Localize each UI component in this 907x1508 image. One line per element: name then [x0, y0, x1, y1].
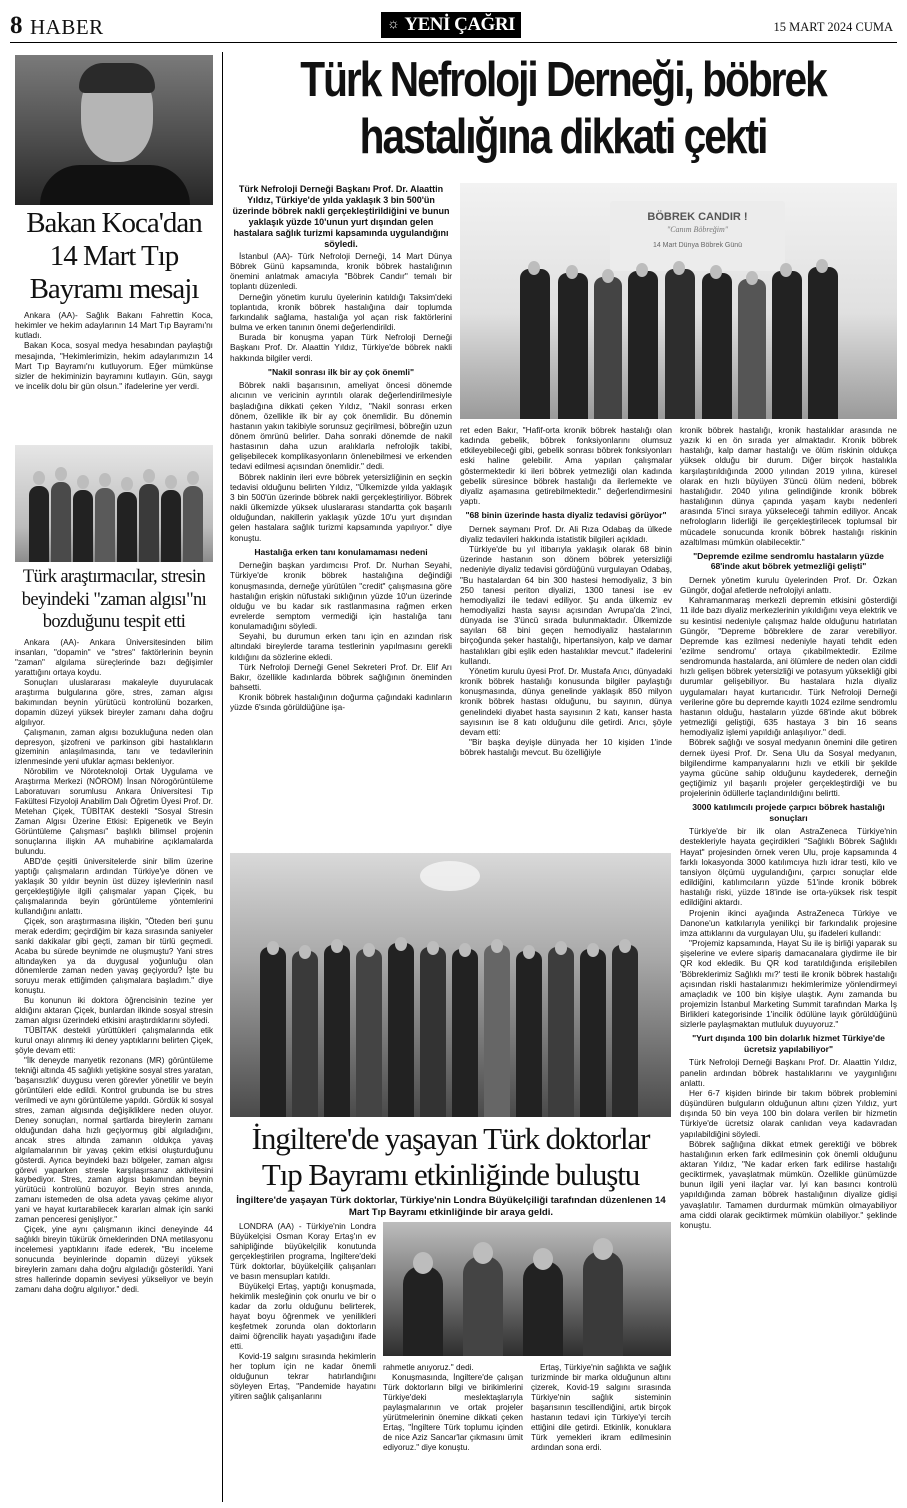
paragraph: Projenin ikinci ayağında AstraZeneca Türkiye ve Danone'un katkılarıyla yenilikçi bir farkındalık projesine imza attıklarını da vurgulayan Ulu, şu ifadeleri kullandı: [680, 907, 897, 938]
paragraph: LONDRA (AA) - Türkiye'nin Londra Büyükelçisi Osman Koray Ertaş'ın ev sahipliğinde büyükelçilik konutunda gerçekleştirilen programa, İngiltere'deki Türk doktorlar, büyükelçilik çalışanları ve basın mensupları katıldı. [230, 1222, 376, 1281]
main-article-col3 [680, 425, 897, 1505]
paragraph: Böbrek naklinin ileri evre böbrek yetersizliğinin en seçkin tedavisi olduğunu belirten Yıldız, "Ülkemizde yılda yaklaşık 3 bin 500'ün üzerinde böbrek nakli gerçekleştiriliyor. Böbrek nakli ülkemizde yüksek uluslararası standartta çok başarılı olduğundan, nakillerin yaklaşık yüzde 10'u yurt dışından gelen hastalara sağlık turizmi kapsamında yapılıyor." diye konuştu. [230, 471, 452, 543]
main-article-col1 [230, 251, 452, 839]
subheading: "Depremde ezilme sendromlu hastaların yüzde 68'inde akut böbrek yetmezliği gelişti" [693, 550, 884, 572]
paragraph: Böbrek sağlığı ve sosyal medyanın önemini dile getiren dernek üyesi Prof. Dr. Sena Ulu da Sosyal medyanın, bilgilendirme kampanyalarını hızlı ve etkili bir şekilde yayma gücüne sahip olduğunu kaydederek, derneğin geçtiğimiz yıl başarılı projeler gerçekleştirdiği ve bu projelerinin ödüllerle taçlandırıldığını belirtti. [680, 737, 897, 799]
paragraph: Derneğin başkan yardımcısı Prof. Dr. Nurhan Seyahi, Türkiye'de kronik böbrek hastalığına değindiği konuşmasında, derneğe yürütülen "credit" çalışmasına göre hastalığın erişkin nüfustaki sıklığının yüzde 10'un üzerinde olduğu ve bu kadar sık rastlanmasına rağmen erken evrelerde semptom vermediği için hastalığa tanı konulamadığını söyledi. [230, 560, 452, 632]
paragraph: ret eden Bakır, "Hafif-orta kronik böbrek hastalığı olan kadında gebelik, böbrek fonksiyonlarını olumsuz etkileyebileceği gibi, gebelik sonrası böbrek fonksiyonları eski haline gelebilir. Ama yapılan çalışmalar göstermektedir ki ileri böbrek yetmezliği olan kadında gebelik süresince böbrek hastalığı da ilerlemekte ve diyaliz aşamasına getirebilmektedir." değerlendirmesini yaptı. [460, 425, 672, 507]
paragraph: Dernek yönetim kurulu üyelerinden Prof. Dr. Özkan Güngör, doğal afetlerde nefrolojiyi anlattı. [680, 574, 897, 596]
subheading: 3000 katılımcılı projede çarpıcı böbrek hastalığı sonuçları [692, 802, 885, 823]
portrait-suit [40, 165, 190, 205]
paragraph: rahmetle anıyoruz." dedi. [383, 1363, 474, 1372]
issue-date: 15 MART 2024 CUMA [773, 20, 893, 34]
subheading: "Yurt dışında 100 bin dolarlık hizmet Türkiye'de ücretsiz yapılabiliyor" [692, 1033, 885, 1054]
london-lead: İngiltere'de yaşayan Türk doktorlar, Türkiye'nin Londra Büyükelçiliği tarafından düzenlenen 14 Mart Tıp Bayramı etkinliğinde bir araya geldi. [236, 1195, 666, 1218]
subheading: "68 binin üzerinde hasta diyaliz tedavisi görüyor" [465, 510, 667, 521]
paragraph: Böbrek nakli başarısının, ameliyat öncesi dönemde alıcının ve vericinin ayrıntılı olarak değerlendirilmesiyle başladığına dikkati çeken Yıldız, "Nakil sonrası erken dönem, özellikle ilk bir ay çok önemlidir. Bu dönemin hastanın yakın takibiyle sorunsuz geçirilmesi, böbreğin uzun dönem ömrünü belirler. Daha sonraki dönemde de nakil hastasının daha uzun aralıklarla nefrolojik takibi, gelişebilecek komplikasyonların önlenebilmesi ve erkenden tedavi edilmesi açısından önemlidir." dedi. [230, 380, 452, 472]
london-article-col3 [531, 1363, 671, 1503]
paragraph: Burada bir konuşma yapan Türk Nefroloji Derneği Başkanı Prof. Dr. Alaattin Yıldız, Türkiye'de böbrek nakli hakkında bilgiler verdi. [230, 332, 452, 363]
paragraph: Büyükelçi Ertaş, yaptığı konuşmada, hekimlik mesleğinin çok onurlu ve bir o kadar da zorlu olduğunu belirterek, hayat boyu öğrenmek ve yenilikleri keşfetmek zorunda olan doktorların daimi öğrencilik hayatı yaşadığını ifade etti. [230, 1282, 376, 1351]
paragraph: "Bir başka deyişle dünyada her 10 kişiden 1'inde böbrek hastalığı mevcut. Bu özelliğiyle [460, 737, 672, 758]
paragraph: İstanbul (AA)- Türk Nefroloji Derneği, 14 Mart Dünya Böbrek Günü kapsamında, kronik böbrek hastalığının önemini anlatmak amacıyla "Böbrek Candır" temalı bir toplantı düzenledi. [230, 251, 452, 292]
paragraph: Konuşmasında, İngiltere'de çalışan Türk doktorların bilgi ve birikimlerini Türkiye'deki meslektaşlarıyla paylaşmalarının ve ortak projeler yürütmelerinin önemine dikkati çeken Ertaş, "İngiltere Türk toplumu içinden de nice Aziz Sancar'lar çıkmasını ümit ediyoruz." diye konuştu. [383, 1373, 523, 1452]
logo-emblem-icon: ☼ [387, 15, 400, 31]
nephrology-group-photo [460, 183, 897, 419]
chandelier [420, 861, 480, 891]
main-article-col2 [460, 425, 672, 841]
paragraph: kronik böbrek hastalığı, kronik hastalıklar arasında ne yazık ki en ön sırada yer almaktadır. Kronik böbrek hastalığı, kalp damar hastalığı ve ölüm riskinin oldukça yüksek olduğu bir durum. Diğer birçok hastalıkla karşılaştırıldığında 2000 yılından 2019 yılına, küresel olarak en hızlı büyüyen 3'üncü ölüm nedeni, böbrek hastalığıdır. 2040 yılına gelindiğinde kronik böbrek hastalığının dünya çapında yaşam kaybı nedenleri arasında 5'inci sıraya yükseleceği tahmin ediliyor. Ancak nefrologların liderliği ile gerçekleştirilecek toplumsal bir mücadele sonucunda kronik böbrek hastalığı riskinin azaltılması mümkün olabilecektir." [680, 425, 897, 547]
subheading: Hastalığa erken tanı konulamaması nedeni [254, 546, 428, 557]
paragraph: Seyahi, bu durumun erken tanı için en azından risk altındaki bireylerde tarama testlerinin yapılmasını gerekli kıldığını da sözlerine ekledi. [230, 631, 452, 662]
paragraph: Yönetim kurulu üyesi Prof. Dr. Mustafa Arıcı, dünyadaki kronik böbrek hastalığı konusunda bilgiler paylaştığı konuşmasında, dünya genelinde yaklaşık 850 milyon kronik böbrek hastası olduğunu, bu sayının, dünya genelindeki diyabet hasta sayısının 2 katı, kanser hasta sayısının ise 8 katı olduğunu dile getirdi. Arıcı, şöyle devam etti: [460, 665, 672, 737]
researchers-photo [15, 445, 213, 562]
paragraph: Türk Nefroloji Derneği Genel Sekreteri Prof. Dr. Elif Arı Bakır, özellikle kadınlarda böbrek sağlığının öneminden bahsetti. [230, 661, 452, 693]
paragraph: Kronik böbrek hastalığının doğurma çağındaki kadınların yüzde 6'sında görüldüğüne işa- [230, 692, 452, 713]
koca-headline: Bakan Koca'dan 14 Mart Tıp Bayramı mesajı [26, 207, 202, 305]
page-header [0, 0, 907, 44]
main-lead: Türk Nefroloji Derneği Başkanı Prof. Dr. Alaattin Yıldız, Türkiye'de yılda yaklaşık 3 bin 500'ün üzerinde böbrek nakli gerçekleştirildiğini ve bunun yaklaşık yüzde 10'unun yurt dışından gelen hastalara sağlık turizmi kapsamında uygulandığını söyledi. [232, 184, 450, 249]
section-label: HABER [30, 15, 104, 39]
paragraph: Kahramanmaraş merkezli depremin etkisini gösterdiği 11 ilde bazı diyaliz merkezlerinin yıkıldığını veya elektrik ve su kesintisi nedeniyle çalışmaz halde olduğunu hatırlatan Güngör, "Depreme böbreklere de zarar verebiliyor. Depremde kas ezilmesi nedeniyle hayati tehdit eden 'ezilme sendromu' ortaya çıkabilmektedir. Ezilme sendromunda hastalarda, ani ölümlere de neden olan ciddi hızlı gelişen böbrek yetersizliği ve potasyum yüksekliği gibi durumlar gelişebiliyor. Bu hastalara hızla diyaliz uygulamaları hayat kurtarıcıdır. Türk Nefroloji Derneği verilerine göre bu depremde kayıtlı 1024 ezilme sendromlu hastanın olduğu, hastaların yüzde 68'inde akut böbrek yetmezliği geliştiği, 635 hastaya 3 bin 16 seans hemodiyaliz işlemi yapıldığı anlaşılıyor." dedi. [680, 595, 897, 738]
paragraph: Her 6-7 kişiden birinde bir takım böbrek problemini düşündüren bulguların olduğunun altını çizen Yıldız, yurt dışında 50 bin veya 100 bin dolara verilen bir hizmetin Türkiye'de ücretsiz olarak canlıdan veya kadavradan yapılabildiğini söyledi. [680, 1087, 897, 1139]
paragraph: Türkiye'de bir ilk olan AstraZeneca Türkiye'nin destekleriyle hayata geçirdikleri "Sağlıklı Böbrek Sağlıklı Hayat" projesinden örnek veren Ulu, proje kapsamında 4 farklı lokasyonda 3000 katılımcıya hızlı idrar testi, kilo ve tansiyon ölçümü uygulandığını, çarpıcı sonuçlar elde edildiğini, katılımcıların yüzde 51'inde kronik böbrek hastalığı riski, yüzde 18'inde ise orta-yüksek risk tespit edildiğini aktardı. [680, 826, 897, 908]
paragraph: Derneğin yönetim kurulu üyelerinin katıldığı Taksim'deki toplantıda, kronik böbrek hastalığına dair toplumda farkındalık sağlama, hastalığa yol açan risk faktörlerini bulma ve erken tanının önemi değerlendirildi. [230, 291, 452, 333]
subheading: "Nakil sonrası ilk bir ay çok önemli" [267, 366, 415, 377]
paragraph: Kovid-19 salgını sırasında hekimlerin her toplum için ne kadar önemli olduğunun tekrar hatırlandığını söyleyen Ertaş, "Pandemide hayatını yitiren sağlık çalışanlarını [230, 1352, 376, 1401]
paragraph: "Projemiz kapsamında, Hayat Su ile iş birliği yaparak su şişelerine ve evlere sipariş damacanalara giydirme ile bir QR kod ekledik. Bu QR kod taratıldığında erişilebilen 'Böbreklerimiz Sağlıklı mı?' testi ile kronik böbrek hastalığı açısından riskli hastalarımızı hekimlerimize yönlendirmeyi amaçladık ve 100 bin kişiye ulaştık. Aynı zamanda bu projemizin İstanbul Marketing Summit tarafından Marka İş Birlikleri kategorisinde 1'incilik ödülüne layık görüldüğünü sizlerle paylaşmaktan mutluluk duyuyoruz." [680, 938, 897, 1030]
london-article-col2 [383, 1363, 523, 1503]
event-banner: BÖBREK CANDIR ! "Canım Böbreğim" 14 Mart Dünya Böbrek Günü [610, 201, 785, 271]
minister-portrait [15, 55, 213, 205]
main-headline: Türk Nefroloji Derneği, böbrek hastalığına dikkati çekti [300, 53, 826, 164]
london-headline: İngiltere'de yaşayan Türk doktorlar Tıp Bayramı etkinliğinde buluştu [251, 1121, 650, 1192]
page-number: 8 [10, 12, 23, 39]
column-divider [222, 52, 223, 1502]
newspaper-logo: ☼ YENİ ÇAĞRI [381, 12, 521, 38]
paragraph: Türk Nefroloji Derneği Başkanı Prof. Dr. Alaattin Yıldız, panelin ardından böbrek hastalıklarını ve yaygınlığını anlattı. [680, 1057, 897, 1088]
paragraph: Türkiye'de bu yıl itibarıyla yaklaşık olarak 68 binin üzerinde hastanın son dönem böbrek yetersizliği nedeniyle diyaliz tedavisi gördüğünü vurgulayan Odabaş, "Bu hastalardan 64 bin 300 hastesi hemodiyaliz, 3 bin 250 tanesi periton diyalizi, 1300 tanesi ise ev hemodiyalizi ile tedavi ediliyor. Şu anda ülkemiz ev hemodiyalizi hasta sayısı açısından Avrupa'da 2'inci, dünyada ise 3'üncü sırada bulunmaktadır. Ülkemizde sayıları 68 bini geçen hemodiyaliz hastalarının birçoğunda şeker hastalığı, hipertansiyon, kalp ve damar hastalıkları gibi eşlik eden hastalıklar mevcut." ifadelerini kullandı. [460, 544, 672, 666]
portrait-hair [79, 63, 155, 93]
koca-article: Ankara (AA)- Sağlık Bakanı Fahrettin Koca, hekimler ve hekim adaylarının 14 Mart Tıp Bayramı'nı kutladı. Bakan Koca, sosyal medya hesabından paylaştığı mesajında, "Hekimlerimizin, hekim adaylarımızın 14 Mart Tıp Bayramı'nı kutluyorum. Eğer mümkünse sizler de hekiminizin bayramını kutlayın. Gün, saygı ve incelik dolu bir gün olsun." ifadelerine yer verdi. [15, 310, 213, 392]
paragraph: Ertaş, Türkiye'nin sağlıkta ve sağlık turizminde bir marka olduğunun altını çizerek, Kovid-19 salgını sırasında Türkiye'nin sağlık sisteminin başarısının tescillendiğini, artık birçok hastanın tedavi için Türkiye'yi tercih ettiğini dile getirdi. Etkinlik, konuklara Türk yemekleri ikram edilmesinin ardından sona erdi. [531, 1363, 671, 1452]
stress-article: Ankara (AA)- Ankara Üniversitesinden bilim insanları, "dopamin" ve "stres" faktörlerinin beynin "zaman" algılama süreçlerinde bazı değişimler yarattığını ortaya koydu. Sonuçları uluslararası makaleyle duyurulacak araştırma bulgularına göre, stres, zaman algısı bakımından beynin yürütücü kontrolünü bozarken, dopamin düzeyi yüksek bireyler zamanı daha doğru algılıyor. Çalışmanın, zaman algısı bozukluğuna neden olan depresyon, şizofreni ve parkinson gibi hastalıkların gizeminin anlaşılmasında, tanı ve tedavilerinin izlenmesinde yeni ufuklar açması bekleniyor. Nörobilim ve Nöroteknoloji Ortak Uygulama ve Araştırma Merkezi (NÖROM) İnsan Nörogörüntüleme Laboratuvarı sorumlusu Ankara Üniversitesi Tıp Fakültesi Fizyoloji Anabilim Dalı Öğretim Üyesi Prof. Dr. Metehan Çiçek, TÜBİTAK destekli "Sosyal Stresin Zaman Algısı Üzerine Etkisi: Epigenetik ve Beyin Görüntüleme Çalışması" başlıklı bilimsel projenin sonuçlarına ilişkin AA muhabirine açıklamalarda bulundu. ABD'de çeşitli üniversitelerde sinir bilim üzerine yaptığı çalışmaların ardından Türkiye'ye dönen ve yaklaşık 30 yıldır beynin üst düzey işlevlerinin nasıl gerçekleştiğiyle ilgili çalışmalar yapan Çiçek, bu çalışmalarında beyin görüntüleme yöntemlerini kullandığını anlattı. Çiçek, son araştırmasına ilişkin, "Öteden beri şunu merak ederdim; geçirdiğim bir kaza sırasında saniyeler sanki dakikalar gibi geçti, zaman bir türlü geçmedi. Acaba bu sürede beynimde ne oluşmuştu? Yani stres altındayken ya da duygusal yoğunluğu olan dönemlerde zaman neden yavaş geçiyordu? İşte bu soruyu merak ettiğimden çalışmalara başladım." diye konuştu. Bu konunun iki doktora öğrencisinin tezine yer aldığını aktaran Çiçek, bunlardan ilkinde sosyal stresin zaman algısı üzerindeki etkisini araştırdıklarını söyledi. TÜBİTAK destekli yürüttükleri çalışmalarında etik kurul onayı alınmış iki deney yaptıklarını belirten Çiçek, şöyle devam etti: "İlk deneyde manyetik rezonans (MR) görüntüleme tekniği altında 45 sağlıklı yetişkine sosyal stres yaratan, 'başarısızlık' duygusu veren görevler yönetilir ve beyin görüntüleri elde edildi. Kontrol grubunda ise bu stres verilmedi ve aynı görüntüleme yapıldı. Gördük ki sosyal stres, zaman algısında değişikliklere neden oluyor. Deney sonuçları, normal şartlarda bireylerin zamanı olduğundan daha hızlı geçiyormuş gibi algıladığını, ancak stres altında zamanın oldukça yavaş algılamalarının bir yavaş çekim etkisi oluşturduğunu gösterdi. Ayrıca beyindeki bazı bölgeler, zaman algısı görevi yaparken stresle karşılaşırsanız aktivitesini kaybediyor. Stres, zaman algısı bakımından beynin yürütücü kontrolünü bozuyor. Beyin stres anında, zamanı istemeden de olsa adeta yavaş çekime alıyor yani ve hayat kurtarabilecek kararları almak için sanki zaman penceresi genişliyor." Çiçek, yine aynı çalışmanın ikinci deneyinde 44 sağlıklı bireyin tükürük örneklerinden DNA metilasyonu incelemesi yaptıklarını ifade ederek, "Bu inceleme sonucunda beyinlerinde dopamin düzeyi yüksek bireylerin zamanı daha doğru algıladığı gösterildi. Yani stres hallerinde dopamin seviyesi yükseliyor ve beyin zamanı daha doğru algılıyor." dedi. [15, 638, 213, 1294]
london-article-col1 [230, 1222, 376, 1506]
paragraph: Dernek saymanı Prof. Dr. Ali Rıza Odabaş da ülkede diyaliz tedavileri hakkında istatistik bilgileri açıkladı. [460, 523, 672, 544]
header-rule [10, 42, 897, 43]
stress-headline: Türk araştırmacılar, stresin beyindeki "zaman algısı"nı bozduğunu tespit etti [21, 567, 207, 632]
london-guests-photo [383, 1222, 671, 1356]
paragraph: Böbrek sağlığına dikkat etmek gerektiği ve böbrek hastalığının erken fark edilmesinin çok önemli olduğunu aktaran Yıldız, "Ne kadar erken fark edilirse hastalığı geciktirmek, yavaşlatmak mümkün. Özellikle günümüzde bunun ilgili yeni ilaçlar var. İyi kan basıncı kontrolü yapıldığında zaman böbrek hastalığının diyalize gidişi yavaşlatılır. Tamamen durdurmak mümkün olmayabiliyor ama ciddi olarak geciktirmek mümkün olabiliyor." şeklinde konuştu. [680, 1138, 897, 1230]
london-reception-photo [230, 853, 671, 1117]
